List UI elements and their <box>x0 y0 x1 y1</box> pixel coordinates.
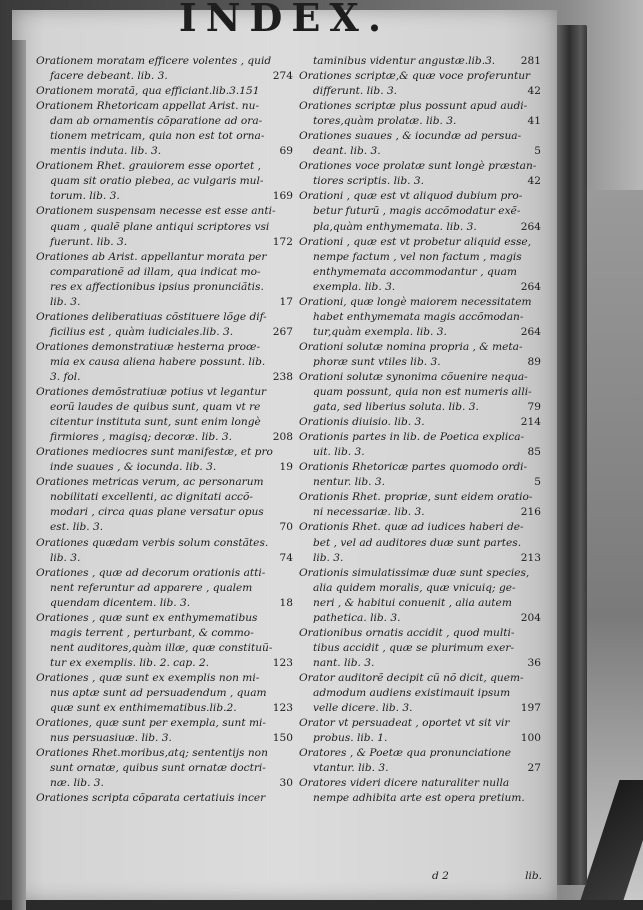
index-line-text: Oratores , & Poetæ qua pronunciatione <box>299 747 512 760</box>
index-line <box>299 415 541 430</box>
index-line-text: neri , & habitui conuenit , alia autem <box>313 596 512 609</box>
index-page-number: 41 <box>527 115 541 128</box>
index-line <box>299 581 541 596</box>
index-page-number: 172 <box>272 235 293 248</box>
index-line <box>36 415 293 430</box>
index-line <box>36 626 293 641</box>
catchword: lib. <box>525 870 542 882</box>
index-page-number: 208 <box>272 431 293 444</box>
index-page-number: 204 <box>520 611 541 624</box>
index-line-text: ficilius est , quàm iudiciales.lib. 3. <box>50 325 234 338</box>
index-line <box>299 189 541 204</box>
index-line-text: Orator vt persuadeat , oportet vt sit vir <box>299 717 510 730</box>
index-page-number: 264 <box>520 220 541 233</box>
index-line-text: 3. fol. <box>50 370 81 383</box>
index-line-text: Orationes Rhet.moribus,atq; sententijs non <box>36 747 268 760</box>
index-line <box>36 400 293 415</box>
index-line-text: Orationi solutæ synonima cõuenire nequa- <box>299 370 528 383</box>
index-line <box>36 189 293 204</box>
index-line-text: Orationi , quæ est vt probetur aliquid esse, <box>299 235 532 248</box>
index-line-text: Orationem moratã, qua efficiant.lib.3.151 <box>36 85 260 98</box>
index-page-number: 267 <box>272 325 293 338</box>
index-line <box>299 220 541 235</box>
index-line <box>299 310 541 325</box>
index-line <box>36 596 293 611</box>
index-line-text: Orationi solutæ nomina propria , & meta- <box>299 340 523 353</box>
index-page-number: 30 <box>279 777 293 790</box>
index-line <box>36 551 293 566</box>
index-line-text: nus persuasiuæ. lib. 3. <box>50 732 172 745</box>
index-line-text: pathetica. lib. 3. <box>313 611 401 624</box>
book-spine <box>555 25 587 885</box>
index-line <box>36 656 293 671</box>
index-line <box>299 325 541 340</box>
index-line <box>36 370 293 385</box>
index-line <box>299 626 541 641</box>
index-line-text: lib. 3. <box>313 551 344 564</box>
index-line-text: est. lib. 3. <box>50 521 104 534</box>
index-line <box>299 385 541 400</box>
index-page-number: 264 <box>520 325 541 338</box>
index-page-number: 238 <box>272 370 293 383</box>
index-line-text: uit. lib. 3. <box>313 446 365 459</box>
index-line-text: Orationes scriptæ,& quæ voce proferuntur <box>299 70 531 83</box>
index-line-text: bet , vel ad auditores duæ sunt partes. <box>313 536 522 549</box>
index-page-number: 5 <box>534 476 541 489</box>
index-line-text: mentis induta. lib. 3. <box>50 145 162 158</box>
index-line <box>36 280 293 295</box>
index-line <box>299 761 541 776</box>
index-line <box>36 235 293 250</box>
index-line-text: Orationi, quæ longè maiorem necessitatem <box>299 295 532 308</box>
index-line <box>36 716 293 731</box>
index-page-number: 89 <box>527 355 541 368</box>
index-line-text: admodum audiens existimauit ipsum <box>313 686 511 699</box>
index-line <box>36 611 293 626</box>
index-line-text: modari , circa quas plane versatur opus <box>50 506 264 519</box>
index-line <box>36 490 293 505</box>
index-page-number: 213 <box>520 551 541 564</box>
index-line <box>36 776 293 791</box>
index-line-text: fuerunt. lib. 3. <box>50 235 128 248</box>
index-column-left <box>36 54 293 806</box>
index-line-text: ni necessariæ. lib. 3. <box>313 506 425 519</box>
index-line <box>36 204 293 219</box>
index-line-text: exempla. lib. 3. <box>313 280 396 293</box>
index-line <box>299 596 541 611</box>
index-line-text: quam possunt, quia non est numeris alli- <box>313 386 532 399</box>
index-line <box>299 746 541 761</box>
index-page-number: 74 <box>279 551 293 564</box>
index-line <box>299 671 541 686</box>
index-line-text: Oratores videri dicere naturaliter nulla <box>299 777 510 790</box>
index-line <box>36 295 293 310</box>
index-line-text: tibus accidit , quæ se plurimum exer- <box>313 641 515 654</box>
index-line-text: firmiores , magisq; decoræ. lib. 3. <box>50 431 233 444</box>
index-line <box>299 144 541 159</box>
index-line <box>36 701 293 716</box>
index-line <box>36 114 293 129</box>
index-line-text: taminibus videntur angustæ.lib.3. <box>313 55 496 67</box>
index-line <box>299 370 541 385</box>
index-line <box>36 566 293 581</box>
index-line <box>299 204 541 219</box>
index-line <box>299 701 541 716</box>
signature-mark: d 2 <box>432 870 449 882</box>
index-line <box>299 475 541 490</box>
index-page-number: 281 <box>520 55 541 67</box>
index-page-number: 214 <box>520 416 541 429</box>
index-line-text: Orationis Rhetoricæ partes quomodo ordi- <box>299 461 528 474</box>
index-line-text: magis terrent , perturbant, & commo- <box>50 626 254 639</box>
index-line <box>36 265 293 280</box>
index-column-right <box>299 54 541 806</box>
index-line <box>299 280 541 295</box>
index-line-text: gata, sed liberius soluta. lib. 3. <box>313 401 479 414</box>
index-line <box>299 791 541 806</box>
index-line <box>299 641 541 656</box>
index-page-number: 42 <box>527 175 541 188</box>
index-line <box>299 235 541 250</box>
index-line <box>36 99 293 114</box>
index-line-text: tores,quàm prolatæ. lib. 3. <box>313 115 457 128</box>
index-page-number: 123 <box>272 656 293 669</box>
index-page-number: 19 <box>279 461 293 474</box>
index-line <box>36 159 293 174</box>
index-line-text: Orationes metricas verum, ac personarum <box>36 476 264 489</box>
index-line <box>299 114 541 129</box>
index-line <box>299 69 541 84</box>
index-line <box>299 686 541 701</box>
index-line <box>36 220 293 235</box>
page-title: INDEX. <box>178 0 391 40</box>
index-line <box>36 325 293 340</box>
index-line <box>36 686 293 701</box>
index-page-number: 69 <box>279 145 293 158</box>
index-line-text: nent referuntur ad apparere , qualem <box>50 581 253 594</box>
index-line-text: velle dicere. lib. 3. <box>313 702 413 715</box>
index-line <box>299 656 541 671</box>
index-line <box>36 581 293 596</box>
index-line <box>36 144 293 159</box>
index-line <box>36 460 293 475</box>
index-line-text: Orationes scriptæ plus possunt apud audi- <box>299 100 528 113</box>
index-line <box>36 520 293 535</box>
index-line-text: Orationis simulatissimæ duæ sunt species, <box>299 566 530 579</box>
index-line-text: Orationes , quæ sunt ex exemplis non mi- <box>36 671 260 684</box>
index-line-text: Orationem moratam efficere volentes , quid <box>36 55 272 67</box>
index-line-text: tionem metricam, quia non est tot orna- <box>50 130 265 143</box>
index-line-text: Orationem Rhetoricam appellat Arist. nu- <box>36 100 260 113</box>
index-line <box>299 536 541 551</box>
index-line <box>299 340 541 355</box>
index-line <box>36 731 293 746</box>
index-page-number: 36 <box>527 656 541 669</box>
index-line <box>299 355 541 370</box>
index-line <box>299 731 541 746</box>
index-line-text: Orationes , quæ ad decorum orationis atti- <box>36 566 266 579</box>
index-page-number: 85 <box>527 446 541 459</box>
index-line <box>299 490 541 505</box>
index-line-text: Orationes, quæ sunt per exempla, sunt mi- <box>36 717 266 730</box>
index-line-text: Orationis Rhet. quæ ad iudices haberi de- <box>299 521 524 534</box>
index-line-text: Orator auditorẽ decipit cũ nõ dicit, quem- <box>299 671 524 684</box>
index-line-text: nant. lib. 3. <box>313 656 375 669</box>
index-line <box>36 445 293 460</box>
index-line-text: Orationis Rhet. propriæ, sunt eidem oratio- <box>299 491 533 504</box>
index-line-text: inde suaues , & iocunda. lib. 3. <box>50 461 217 474</box>
index-line-text: betur futurũ , magis accõmodatur exẽ- <box>313 205 521 218</box>
index-line-text: facere debeant. lib. 3. <box>50 70 168 83</box>
index-line-text: deant. lib. 3. <box>313 145 381 158</box>
index-line <box>299 265 541 280</box>
index-line-text: Orationis partes in lib. de Poetica explica- <box>299 431 525 444</box>
index-page-number: 216 <box>520 506 541 519</box>
index-line-text: comparationẽ ad illam, qua indicat mo- <box>50 265 261 278</box>
index-page-number: 169 <box>272 190 293 203</box>
index-line-text: næ. lib. 3. <box>50 777 104 790</box>
index-line-text: nobilitati excellenti, ac dignitati accõ- <box>50 491 253 504</box>
index-line-text: vtantur. lib. 3. <box>313 762 389 775</box>
index-line-text: citentur instituta sunt, sunt enim longè <box>50 416 261 429</box>
index-line-text: eorũ laudes de quibus sunt, quam vt re <box>50 401 261 414</box>
index-line <box>299 566 541 581</box>
index-line-text: tur ex exemplis. lib. 2. cap. 2. <box>50 656 210 669</box>
index-line-text: lib. 3. <box>50 551 81 564</box>
index-line <box>36 310 293 325</box>
index-line <box>36 536 293 551</box>
index-line-text: Orationibus ornatis accidit , quod multi- <box>299 626 515 639</box>
index-line <box>299 84 541 99</box>
index-line <box>299 174 541 189</box>
index-line <box>299 551 541 566</box>
index-line-text: Orationis diuisio. lib. 3. <box>299 416 425 429</box>
index-page-number: 123 <box>272 702 293 715</box>
index-line <box>299 295 541 310</box>
index-line-text: nus aptæ sunt ad persuadendum , quam <box>50 686 267 699</box>
index-line-text: Orationes mediocres sunt manifestæ, et pro <box>36 446 273 459</box>
index-line <box>36 430 293 445</box>
index-line-text: nempe adhibita arte est opera pretium. <box>313 792 525 805</box>
index-line-text: tur,quàm exempla. lib. 3. <box>313 325 447 338</box>
index-line <box>36 129 293 144</box>
index-line-text: alia quidem moralis, quæ vnicuiq; ge- <box>313 581 516 594</box>
index-page-number: 274 <box>272 70 293 83</box>
index-line <box>299 716 541 731</box>
index-line-text: Orationem Rhet. grauiorem esse oportet , <box>36 160 262 173</box>
index-line <box>299 129 541 144</box>
index-page-number: 197 <box>520 702 541 715</box>
index-line <box>36 761 293 776</box>
index-line-text: quam , qualẽ plane antiqui scriptores vsi <box>50 220 270 233</box>
index-line <box>299 54 541 69</box>
index-line <box>36 385 293 400</box>
index-page-number: 100 <box>520 732 541 745</box>
index-page-number: 79 <box>527 401 541 414</box>
index-line <box>36 69 293 84</box>
index-line <box>36 671 293 686</box>
index-line <box>36 250 293 265</box>
index-line-text: Orationi , quæ est vt aliquod dubium pro- <box>299 190 523 203</box>
index-page-number: 70 <box>279 521 293 534</box>
index-line <box>299 505 541 520</box>
index-page-number: 27 <box>527 762 541 775</box>
index-line-text: habet enthymemata magis accõmodan- <box>313 310 524 323</box>
page-gutter-edge <box>12 40 26 910</box>
index-line-text: torum. lib. 3. <box>50 190 120 203</box>
book-page <box>12 0 557 900</box>
index-line-text: differunt. lib. 3. <box>313 85 398 98</box>
index-line <box>299 445 541 460</box>
index-line <box>36 340 293 355</box>
index-line <box>299 776 541 791</box>
index-line <box>36 54 293 69</box>
index-line-text: Orationes scripta cõparata certatiuis incer <box>36 792 266 805</box>
index-line-text: quæ sunt ex enthimematibus.lib.2. <box>50 702 237 715</box>
index-line <box>299 520 541 535</box>
index-line-text: sunt ornatæ, quibus sunt ornatæ doctri- <box>50 762 266 775</box>
index-line-text: Orationes voce prolatæ sunt longè præstan- <box>299 160 537 173</box>
index-line <box>36 475 293 490</box>
index-line-text: Orationem suspensam necesse est esse anti- <box>36 205 276 218</box>
index-line <box>299 611 541 626</box>
index-line <box>36 641 293 656</box>
index-line <box>36 84 293 99</box>
index-line-text: nempe factum , vel non factum , magis <box>313 250 522 263</box>
index-line-text: pla,quàm enthymemata. lib. 3. <box>313 220 477 233</box>
index-line <box>299 250 541 265</box>
index-line-text: nentur. lib. 3. <box>313 476 386 489</box>
index-line-text: res ex affectionibus ipsius pronunciãtis. <box>50 280 264 293</box>
index-page-number: 18 <box>279 596 293 609</box>
index-line-text: mia ex causa aliena habere possunt. lib. <box>50 355 266 368</box>
index-page-number: 264 <box>520 280 541 293</box>
index-line <box>299 460 541 475</box>
index-line-text: Orationes demonstratiuæ hesterna proœ- <box>36 340 261 353</box>
index-line-text: Orationes deliberatiuas cõstituere lõge dif- <box>36 310 267 323</box>
index-line-text: lib. 3. <box>50 295 81 308</box>
index-page-number: 5 <box>534 145 541 158</box>
index-line <box>36 174 293 189</box>
index-line-text: Orationes demõstratiuæ potius vt legantur <box>36 386 267 399</box>
index-line-text: Orationes ab Arist. appellantur morata per <box>36 250 267 263</box>
index-line-text: quendam dicentem. lib. 3. <box>50 596 191 609</box>
index-line-text: Orationes suaues , & iocundæ ad persua- <box>299 130 522 143</box>
index-line-text: quam sit oratio plebea, ac vulgaris mul- <box>50 175 264 188</box>
index-line-text: Orationes , quæ sunt ex enthymematibus <box>36 611 258 624</box>
index-line <box>299 400 541 415</box>
index-line-text: dam ab ornamentis cõparatione ad ora- <box>50 115 263 128</box>
index-line <box>299 430 541 445</box>
index-line-text: phoræ sunt vtiles lib. 3. <box>313 355 441 368</box>
index-line <box>36 746 293 761</box>
index-line-text: Orationes quædam verbis solum constãtes. <box>36 536 269 549</box>
index-line-text: enthymemata accommodantur , quam <box>313 265 517 278</box>
index-page-number: 42 <box>527 85 541 98</box>
index-line-text: nent auditores,quàm illæ, quæ constituũ- <box>50 641 273 654</box>
index-line <box>36 355 293 370</box>
index-page-number: 150 <box>272 732 293 745</box>
index-line <box>36 791 293 806</box>
index-line-text: tiores scriptis. lib. 3. <box>313 175 424 188</box>
index-line-text: probus. lib. 1. <box>313 732 388 745</box>
index-page-number: 17 <box>279 295 293 308</box>
index-line <box>299 99 541 114</box>
index-line <box>36 505 293 520</box>
index-line <box>299 159 541 174</box>
